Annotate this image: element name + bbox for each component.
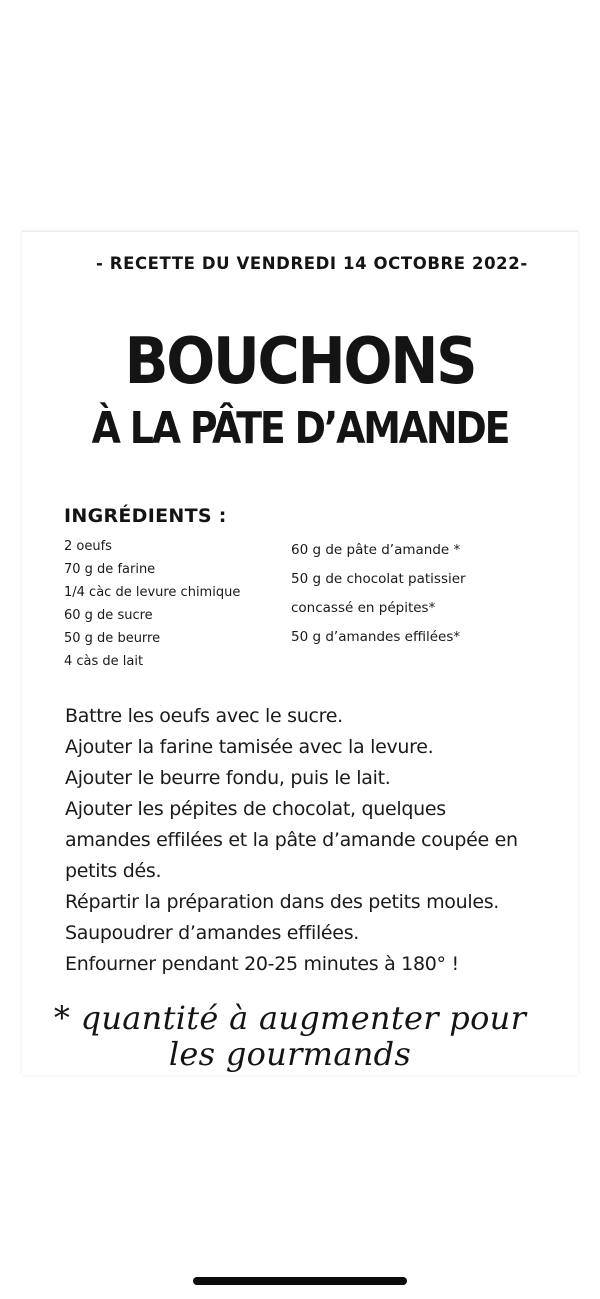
ingredients-heading: INGRÉDIENTS : xyxy=(64,505,227,527)
ingredients-list-right xyxy=(291,536,466,652)
ingredients-list-left xyxy=(64,535,240,673)
step-line: Enfourner pendant 20-25 minutes à 180° ! xyxy=(65,953,459,975)
ingredient-item: 50 g de beurre xyxy=(64,631,161,646)
ingredient-item: concassé en pépites* xyxy=(291,600,436,616)
recipe-title-line1: BOUCHONS xyxy=(124,325,476,399)
step-line: Ajouter le beurre fondu, puis le lait. xyxy=(65,767,391,789)
ingredient-item: 1/4 càc de levure chimique xyxy=(64,585,241,600)
quantity-note-line1: * quantité à augmenter pour xyxy=(53,999,527,1037)
ingredient-item: 70 g de farine xyxy=(64,562,156,577)
step-line: Saupoudrer d’amandes effilées. xyxy=(65,922,360,944)
quantity-note xyxy=(0,1000,580,1072)
step-line: Ajouter la farine tamisée avec la levure. xyxy=(65,736,434,758)
step-line: Répartir la préparation dans des petits moules. xyxy=(65,891,500,913)
step-line: amandes effilées et la pâte d’amande coupée en xyxy=(65,829,518,851)
recipe-date: - RECETTE DU VENDREDI 14 OCTOBRE 2022- xyxy=(96,254,528,273)
quantity-note-line2: les gourmands xyxy=(168,1035,412,1073)
ingredient-item: 60 g de sucre xyxy=(64,608,153,623)
recipe-steps xyxy=(65,701,565,980)
home-indicator[interactable] xyxy=(193,1277,407,1285)
recipe-title-line2: À LA PÂTE D’AMANDE xyxy=(91,403,509,454)
ingredient-item: 50 g de chocolat patissier xyxy=(291,571,466,587)
ingredient-item: 50 g d’amandes effilées* xyxy=(291,629,461,645)
step-line: Ajouter les pépites de chocolat, quelques xyxy=(65,798,446,820)
step-line: Battre les oeufs avec le sucre. xyxy=(65,705,343,727)
ingredient-item: 4 càs de lait xyxy=(64,654,144,669)
ingredient-item: 60 g de pâte d’amande * xyxy=(291,542,461,558)
ingredient-item: 2 oeufs xyxy=(64,539,112,554)
step-line: petits dés. xyxy=(65,860,162,882)
